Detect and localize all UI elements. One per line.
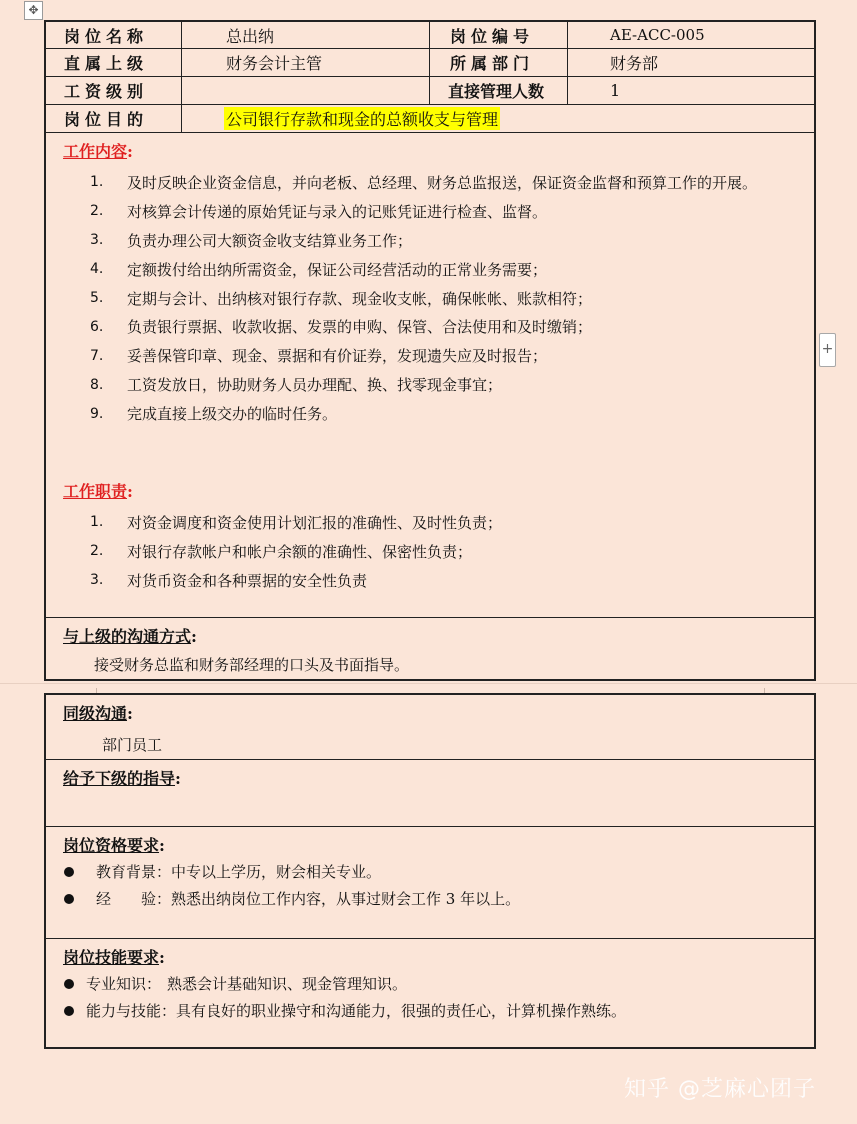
job-description-table-page1 — [44, 20, 816, 681]
header-row-2 — [46, 49, 814, 77]
header-row-3 — [46, 77, 814, 105]
label-salary-level: 工资级别 — [46, 77, 182, 104]
list-item: 经 验 ： 熟悉出纳岗位工作内容，从事过财会工作 3 年以上。 — [64, 888, 520, 909]
list-item: 9. 完成直接上级交办的临时任务。 — [90, 405, 338, 424]
label-direct-reports: 直接管理人数 — [430, 77, 568, 104]
list-item: 2. 对银行存款帐户和帐户余额的准确性、保密性负责； — [90, 542, 473, 561]
value-position-purpose[interactable] — [182, 105, 814, 132]
label-direct-superior: 直属上级 — [46, 49, 182, 76]
label-department: 所属部门 — [430, 49, 568, 76]
work-duties-list — [90, 508, 502, 595]
header-row-1 — [46, 22, 814, 49]
bullet-icon — [64, 894, 74, 904]
section-peer-communication — [46, 695, 814, 760]
section-superior-communication — [46, 618, 814, 681]
list-item: 1. 及时反映企业资金信息，并向老板、总经理、财务总监报送，保证资金监督和预算工作的开展。 — [90, 173, 758, 192]
subordinate-guidance-title: 给予下级的指导: — [63, 769, 181, 788]
job-description-table-page2 — [44, 693, 816, 1049]
list-item: 1. 对资金调度和资金使用计划汇报的准确性、及时性负责； — [90, 513, 503, 532]
bullet-icon — [64, 867, 74, 877]
label-position-name: 岗位名称 — [46, 22, 182, 48]
list-item: 能力与技能 ： 具有良好的职业操守和沟通能力，很强的责任心，计算机操作熟练。 — [64, 1000, 626, 1021]
section-work-content-and-duties — [46, 133, 814, 618]
peer-comm-text: 部门员工 — [102, 736, 163, 754]
list-item: 3. 负责办理公司大额资金收支结算业务工作； — [90, 231, 413, 250]
value-direct-reports[interactable]: 1 — [610, 81, 621, 100]
value-department[interactable]: 财务部 — [610, 54, 659, 73]
add-row-icon[interactable]: + — [819, 333, 836, 367]
value-position-name[interactable]: 总出纳 — [182, 22, 430, 48]
list-item: 6. 负责银行票据、收款收据、发票的申购、保管、合法使用和及时缴销； — [90, 318, 593, 337]
value-position-code[interactable]: AE-ACC-005 — [610, 26, 705, 44]
superior-comm-title: 与上级的沟通方式: — [63, 627, 197, 646]
header-row-4 — [46, 105, 814, 133]
work-duties-title: 工作职责: — [63, 482, 133, 501]
value-direct-superior[interactable]: 财务会计主管 — [182, 49, 430, 76]
section-qualifications — [46, 827, 814, 939]
qualifications-title: 岗位资格要求: — [63, 836, 165, 855]
list-item: 8. 工资发放日，协助财务人员办理配、换、找零现金事宜； — [90, 376, 503, 395]
work-content-list — [90, 168, 757, 428]
purpose-highlight: 公司银行存款和现金的总额收支与管理 — [224, 107, 500, 130]
list-item: 2. 对核算会计传递的原始凭证与录入的记账凭证进行检查、监督。 — [90, 202, 548, 221]
list-item: 4. 定额拨付给出纳所需资金，保证公司经营活动的正常业务需要； — [90, 260, 548, 279]
label-position-code: 岗位编号 — [430, 22, 568, 48]
value-salary-level[interactable] — [182, 77, 430, 104]
list-item: 3. 对货币资金和各种票据的安全性负责 — [90, 571, 368, 590]
list-item: 教育背景 ： 中专以上学历，财会相关专业。 — [64, 861, 381, 882]
page-break — [0, 683, 857, 693]
list-item: 7. 妥善保管印章、现金、票据和有价证券，发现遗失应及时报告； — [90, 347, 548, 366]
section-skills — [46, 939, 814, 1047]
list-item: 专业知识 ： 熟悉会计基础知识、现金管理知识。 — [64, 973, 407, 994]
section-subordinate-guidance — [46, 760, 814, 827]
superior-comm-text: 接受财务总监和财务部经理的口头及书面指导。 — [94, 656, 410, 674]
label-position-purpose: 岗位目的 — [46, 105, 182, 132]
bullet-icon — [64, 1006, 74, 1016]
watermark-text: 知乎 @芝麻心团子 — [624, 1077, 816, 1102]
list-item: 5. 定期与会计、出纳核对银行存款、现金收支帐，确保帐帐、账款相符； — [90, 289, 593, 308]
bullet-icon — [64, 979, 74, 989]
table-move-handle-icon[interactable]: ✥ — [24, 1, 43, 20]
work-content-title: 工作内容: — [63, 142, 133, 161]
skills-title: 岗位技能要求: — [63, 948, 165, 967]
peer-comm-title: 同级沟通: — [63, 704, 133, 723]
